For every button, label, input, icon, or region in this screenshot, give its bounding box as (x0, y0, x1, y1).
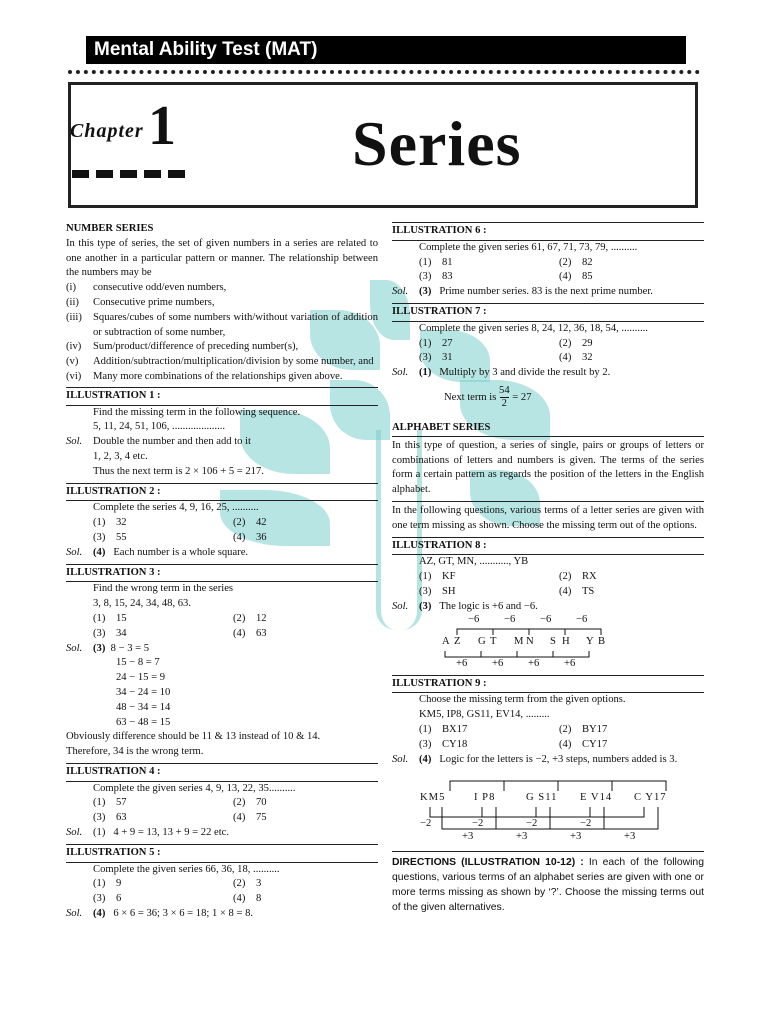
option-key: (3) (419, 352, 432, 364)
minus-step-label: −6 (468, 613, 480, 625)
option-key: (3) (93, 531, 106, 543)
list-key: (vi) (66, 370, 82, 382)
option-key: (3) (93, 893, 106, 905)
option-value: BY17 (581, 723, 608, 735)
series-letter: H (562, 635, 570, 647)
dotted-divider (68, 70, 700, 74)
list-key: (v) (66, 356, 79, 368)
step-line: 63 − 48 = 15 (116, 716, 171, 728)
option-key: (4) (559, 738, 572, 750)
option-key: (3) (419, 585, 432, 597)
series-letter: G (478, 635, 486, 647)
option-value: BX17 (441, 723, 468, 735)
solution-answer: (4) (419, 753, 432, 765)
option-key: (1) (93, 797, 106, 809)
options-row (66, 811, 378, 826)
illustration-6-solution: Prime number series. 83 is the next prime number. (439, 286, 653, 298)
series-term: KM5 (420, 792, 446, 804)
list-key: (iii) (66, 311, 82, 323)
illustration-1-line: 1, 2, 3, 4 etc. (93, 450, 148, 462)
option-key: (1) (419, 571, 432, 583)
options-row (392, 570, 704, 585)
option-value: 42 (255, 517, 267, 529)
illustration-4-question: Complete the given series 4, 9, 13, 22, 35.......... (93, 782, 296, 794)
option-key: (2) (233, 878, 246, 890)
illustration-6-question: Complete the given series 61, 67, 71, 73, 79, .......... (419, 241, 638, 253)
options-row (392, 585, 704, 600)
solution-answer: (1) (419, 367, 432, 379)
solution-label: Sol. (392, 367, 409, 379)
option-value: 9 (115, 878, 122, 890)
solution-label: Sol. (392, 753, 409, 765)
option-value: KF (441, 571, 456, 583)
option-key: (4) (233, 627, 246, 639)
option-value: 27 (441, 337, 453, 349)
alphabet-series-intro: In this type of question, a series of single, pairs or groups of letters or combinations of letters and numbers is given. The terms of the series form a certain pattern as regards the position of the letters in the English alphabet. (392, 439, 704, 496)
illustration-8-question: AZ, GT, MN, ..........., YB (419, 556, 529, 568)
illustration-2-solution: Each number is a whole square. (113, 546, 249, 558)
solution-label: Sol. (392, 600, 409, 612)
minus-step-label: −2 (472, 818, 484, 830)
series-letter: M (514, 635, 524, 647)
option-value: 31 (441, 352, 453, 364)
series-term: I P8 (474, 792, 496, 804)
options-row (392, 351, 704, 366)
series-term: E V14 (580, 792, 613, 804)
option-key: (2) (233, 517, 246, 529)
list-key: (iv) (66, 341, 82, 353)
illustration-4-solution: 4 + 9 = 13, 13 + 9 = 22 etc. (113, 827, 230, 839)
diagram-brackets (420, 773, 680, 845)
relationship-list (66, 281, 378, 385)
option-key: (1) (419, 256, 432, 268)
plus-step-label: +6 (492, 657, 504, 669)
option-key: (2) (559, 256, 572, 268)
option-value: 63 (115, 812, 127, 824)
illustration-3-conclusion: Therefore, 34 is the wrong term. (66, 746, 204, 758)
series-term: G S11 (526, 792, 558, 804)
option-value: RX (581, 571, 597, 583)
illustration-3-sequence: 3, 8, 15, 24, 34, 48, 63. (93, 598, 191, 610)
options-row (66, 627, 378, 642)
illustration-3-heading: ILLUSTRATION 3 : (66, 564, 378, 583)
option-key: (4) (233, 893, 246, 905)
option-value: TS (581, 585, 595, 597)
options-row (66, 877, 378, 892)
illustration-1-solution: Double the number and then add to it (93, 436, 251, 448)
step-line: 48 − 34 = 14 (116, 701, 171, 713)
right-column (392, 222, 704, 915)
solution-label: Sol. (392, 286, 409, 298)
solution-label: Sol. (66, 827, 83, 839)
solution-answer: (1) (93, 827, 106, 839)
chapter-label: Chapter (70, 120, 144, 142)
plus-step-label: +3 (462, 831, 474, 843)
options-row (66, 612, 378, 627)
left-column (66, 222, 378, 922)
illustration-8-solution: The logic is +6 and −6. (439, 600, 538, 612)
list-item: Consecutive prime numbers, (93, 296, 215, 308)
chapter-title: Series (352, 108, 522, 179)
directions-label: DIRECTIONS (ILLUSTRATION 10-12) : (392, 857, 584, 869)
option-key: (4) (559, 585, 572, 597)
illustration-7-heading: ILLUSTRATION 7 : (392, 303, 704, 322)
option-value: 81 (441, 256, 453, 268)
illustration-4-heading: ILLUSTRATION 4 : (66, 763, 378, 782)
term-pattern-diagram (420, 773, 680, 845)
solution-answer: (3) (419, 600, 432, 612)
option-key: (1) (93, 878, 106, 890)
fraction-denominator: 2 (501, 398, 507, 410)
step-line: 34 − 24 = 10 (116, 686, 171, 698)
options-row (66, 531, 378, 546)
option-value: 83 (441, 271, 453, 283)
fraction-numerator: 54 (499, 385, 510, 397)
illustration-2-heading: ILLUSTRATION 2 : (66, 483, 378, 502)
option-value: 70 (255, 797, 267, 809)
list-item: Many more combinations of the relationships given above. (93, 370, 343, 382)
series-letter: N (526, 635, 534, 647)
illustration-1-question: Find the missing term in the following sequence. (93, 406, 301, 418)
illustration-2-question: Complete the series 4, 9, 16, 25, .......... (93, 502, 259, 514)
illustration-3-conclusion: Obviously difference should be 11 & 13 instead of 10 & 14. (66, 731, 321, 743)
option-key: (1) (93, 517, 106, 529)
series-letter: S (550, 635, 556, 647)
option-key: (3) (93, 627, 106, 639)
illustration-3-question: Find the wrong term in the series (93, 583, 234, 595)
plus-step-label: +3 (570, 831, 582, 843)
option-key: (2) (559, 723, 572, 735)
number-series-intro: In this type of series, the set of given numbers in a series are related to one another in a particular pattern or manner. The relationship between the numbers may be (66, 237, 378, 279)
formula-text: Next term is (444, 391, 497, 403)
option-value: CY17 (581, 738, 608, 750)
illustration-5-heading: ILLUSTRATION 5 : (66, 844, 378, 863)
plus-step-label: +3 (624, 831, 636, 843)
solution-label: Sol. (66, 436, 83, 448)
solution-answer: (3) (419, 286, 432, 298)
option-value: 82 (581, 256, 593, 268)
plus-step-label: +6 (528, 657, 540, 669)
option-value: 15 (115, 612, 127, 624)
list-key: (ii) (66, 296, 79, 308)
illustration-9-sequence: KM5, IP8, GS11, EV14, ......... (419, 709, 550, 721)
illustration-5-question: Complete the given series 66, 36, 18, .......... (93, 863, 280, 875)
option-key: (4) (233, 531, 246, 543)
solution-answer: (3) (93, 642, 106, 654)
option-value: 75 (255, 812, 267, 824)
options-row (392, 723, 704, 738)
solution-answer: (4) (93, 546, 106, 558)
list-item: Addition/subtraction/multiplication/division by some number, and (93, 356, 374, 368)
minus-step-label: −2 (526, 818, 538, 830)
solution-label: Sol. (66, 642, 83, 654)
list-item: Squares/cubes of some numbers with/without variation of addition or subtraction of some number, (93, 311, 378, 338)
plus-step-label: +6 (564, 657, 576, 669)
illustration-1-sequence: 5, 11, 24, 51, 106, .................... (93, 421, 226, 433)
chapter-dash-decoration (72, 170, 188, 178)
options-row (392, 270, 704, 285)
alphabet-series-heading: ALPHABET SERIES (392, 421, 704, 437)
solution-label: Sol. (66, 908, 83, 920)
option-value: 32 (581, 352, 593, 364)
option-value: 63 (255, 627, 267, 639)
minus-step-label: −2 (580, 818, 592, 830)
letter-pattern-diagram (442, 615, 632, 673)
series-letter: B (598, 635, 606, 647)
plus-step-label: +3 (516, 831, 528, 843)
option-key: (1) (419, 723, 432, 735)
series-letter: A (442, 635, 450, 647)
next-term-formula (392, 381, 704, 415)
series-letter: Z (454, 635, 461, 647)
illustration-1-line: Thus the next term is 2 × 106 + 5 = 217. (93, 465, 264, 477)
options-row (66, 796, 378, 811)
option-key: (4) (559, 271, 572, 283)
series-term: C Y17 (634, 792, 667, 804)
alphabet-series-note: In the following questions, various terms of a letter series are given with one term missing as shown. Choose the missing term out of the options. (392, 501, 704, 534)
option-value: 3 (255, 878, 262, 890)
options-row (392, 337, 704, 352)
series-letter: Y (586, 635, 594, 647)
illustration-6-heading: ILLUSTRATION 6 : (392, 222, 704, 241)
number-series-heading: NUMBER SERIES (66, 223, 154, 234)
option-key: (2) (233, 797, 246, 809)
illustration-1-heading: ILLUSTRATION 1 : (66, 387, 378, 406)
minus-step-label: −6 (576, 613, 588, 625)
directions-block (392, 851, 704, 915)
option-value: 29 (581, 337, 593, 349)
series-letter: T (490, 635, 497, 647)
step-line: 15 − 8 = 7 (116, 657, 160, 669)
option-key: (3) (419, 271, 432, 283)
option-value: CY18 (441, 738, 468, 750)
directions-text: In each of the following questions, various terms of an alphabet series are given with one or more terms missing as shown by ‘?’. Choose the missing terms out of the given alternatives. (392, 857, 704, 914)
options-row (392, 256, 704, 271)
option-value: 8 (255, 893, 262, 905)
plus-step-label: +6 (456, 657, 468, 669)
illustration-7-solution: Multiply by 3 and divide the result by 2. (439, 367, 611, 379)
fraction (499, 385, 510, 410)
illustration-7-question: Complete the given series 8, 24, 12, 36, 18, 54, .......... (419, 322, 648, 334)
minus-step-label: −6 (504, 613, 516, 625)
option-value: 32 (115, 517, 127, 529)
list-key: (i) (66, 282, 76, 294)
step-line: 24 − 15 = 9 (116, 672, 166, 684)
illustration-5-solution: 6 × 6 = 36; 3 × 6 = 18; 1 × 8 = 8. (113, 908, 254, 920)
list-item: consecutive odd/even numbers, (93, 282, 227, 294)
option-key: (2) (233, 612, 246, 624)
option-key: (2) (559, 337, 572, 349)
option-value: 57 (115, 797, 127, 809)
illustration-9-heading: ILLUSTRATION 9 : (392, 675, 704, 694)
step-line: 8 − 3 = 5 (110, 642, 150, 654)
option-value: 34 (115, 627, 127, 639)
option-key: (3) (419, 738, 432, 750)
option-key: (4) (233, 812, 246, 824)
list-item: Sum/product/difference of preceding number(s), (93, 341, 299, 353)
options-row (66, 892, 378, 907)
illustration-9-solution: Logic for the letters is −2, +3 steps, numbers added is 3. (439, 753, 678, 765)
illustration-9-question: Choose the missing term from the given options. (419, 694, 626, 706)
formula-result: = 27 (512, 391, 532, 403)
option-value: 55 (115, 531, 127, 543)
minus-step-label: −2 (420, 818, 432, 830)
book-banner: Mental Ability Test (MAT) (86, 36, 686, 64)
solution-label: Sol. (66, 546, 83, 558)
option-value: 85 (581, 271, 593, 283)
option-key: (3) (93, 812, 106, 824)
option-key: (1) (93, 612, 106, 624)
option-value: SH (441, 585, 456, 597)
option-key: (1) (419, 337, 432, 349)
option-key: (2) (559, 571, 572, 583)
solution-answer: (4) (93, 908, 106, 920)
option-value: 36 (255, 531, 267, 543)
option-key: (4) (559, 352, 572, 364)
illustration-8-heading: ILLUSTRATION 8 : (392, 537, 704, 556)
options-row (66, 516, 378, 531)
option-value: 6 (115, 893, 122, 905)
options-row (392, 738, 704, 753)
minus-step-label: −6 (540, 613, 552, 625)
option-value: 12 (255, 612, 267, 624)
chapter-number: 1 (148, 95, 176, 157)
